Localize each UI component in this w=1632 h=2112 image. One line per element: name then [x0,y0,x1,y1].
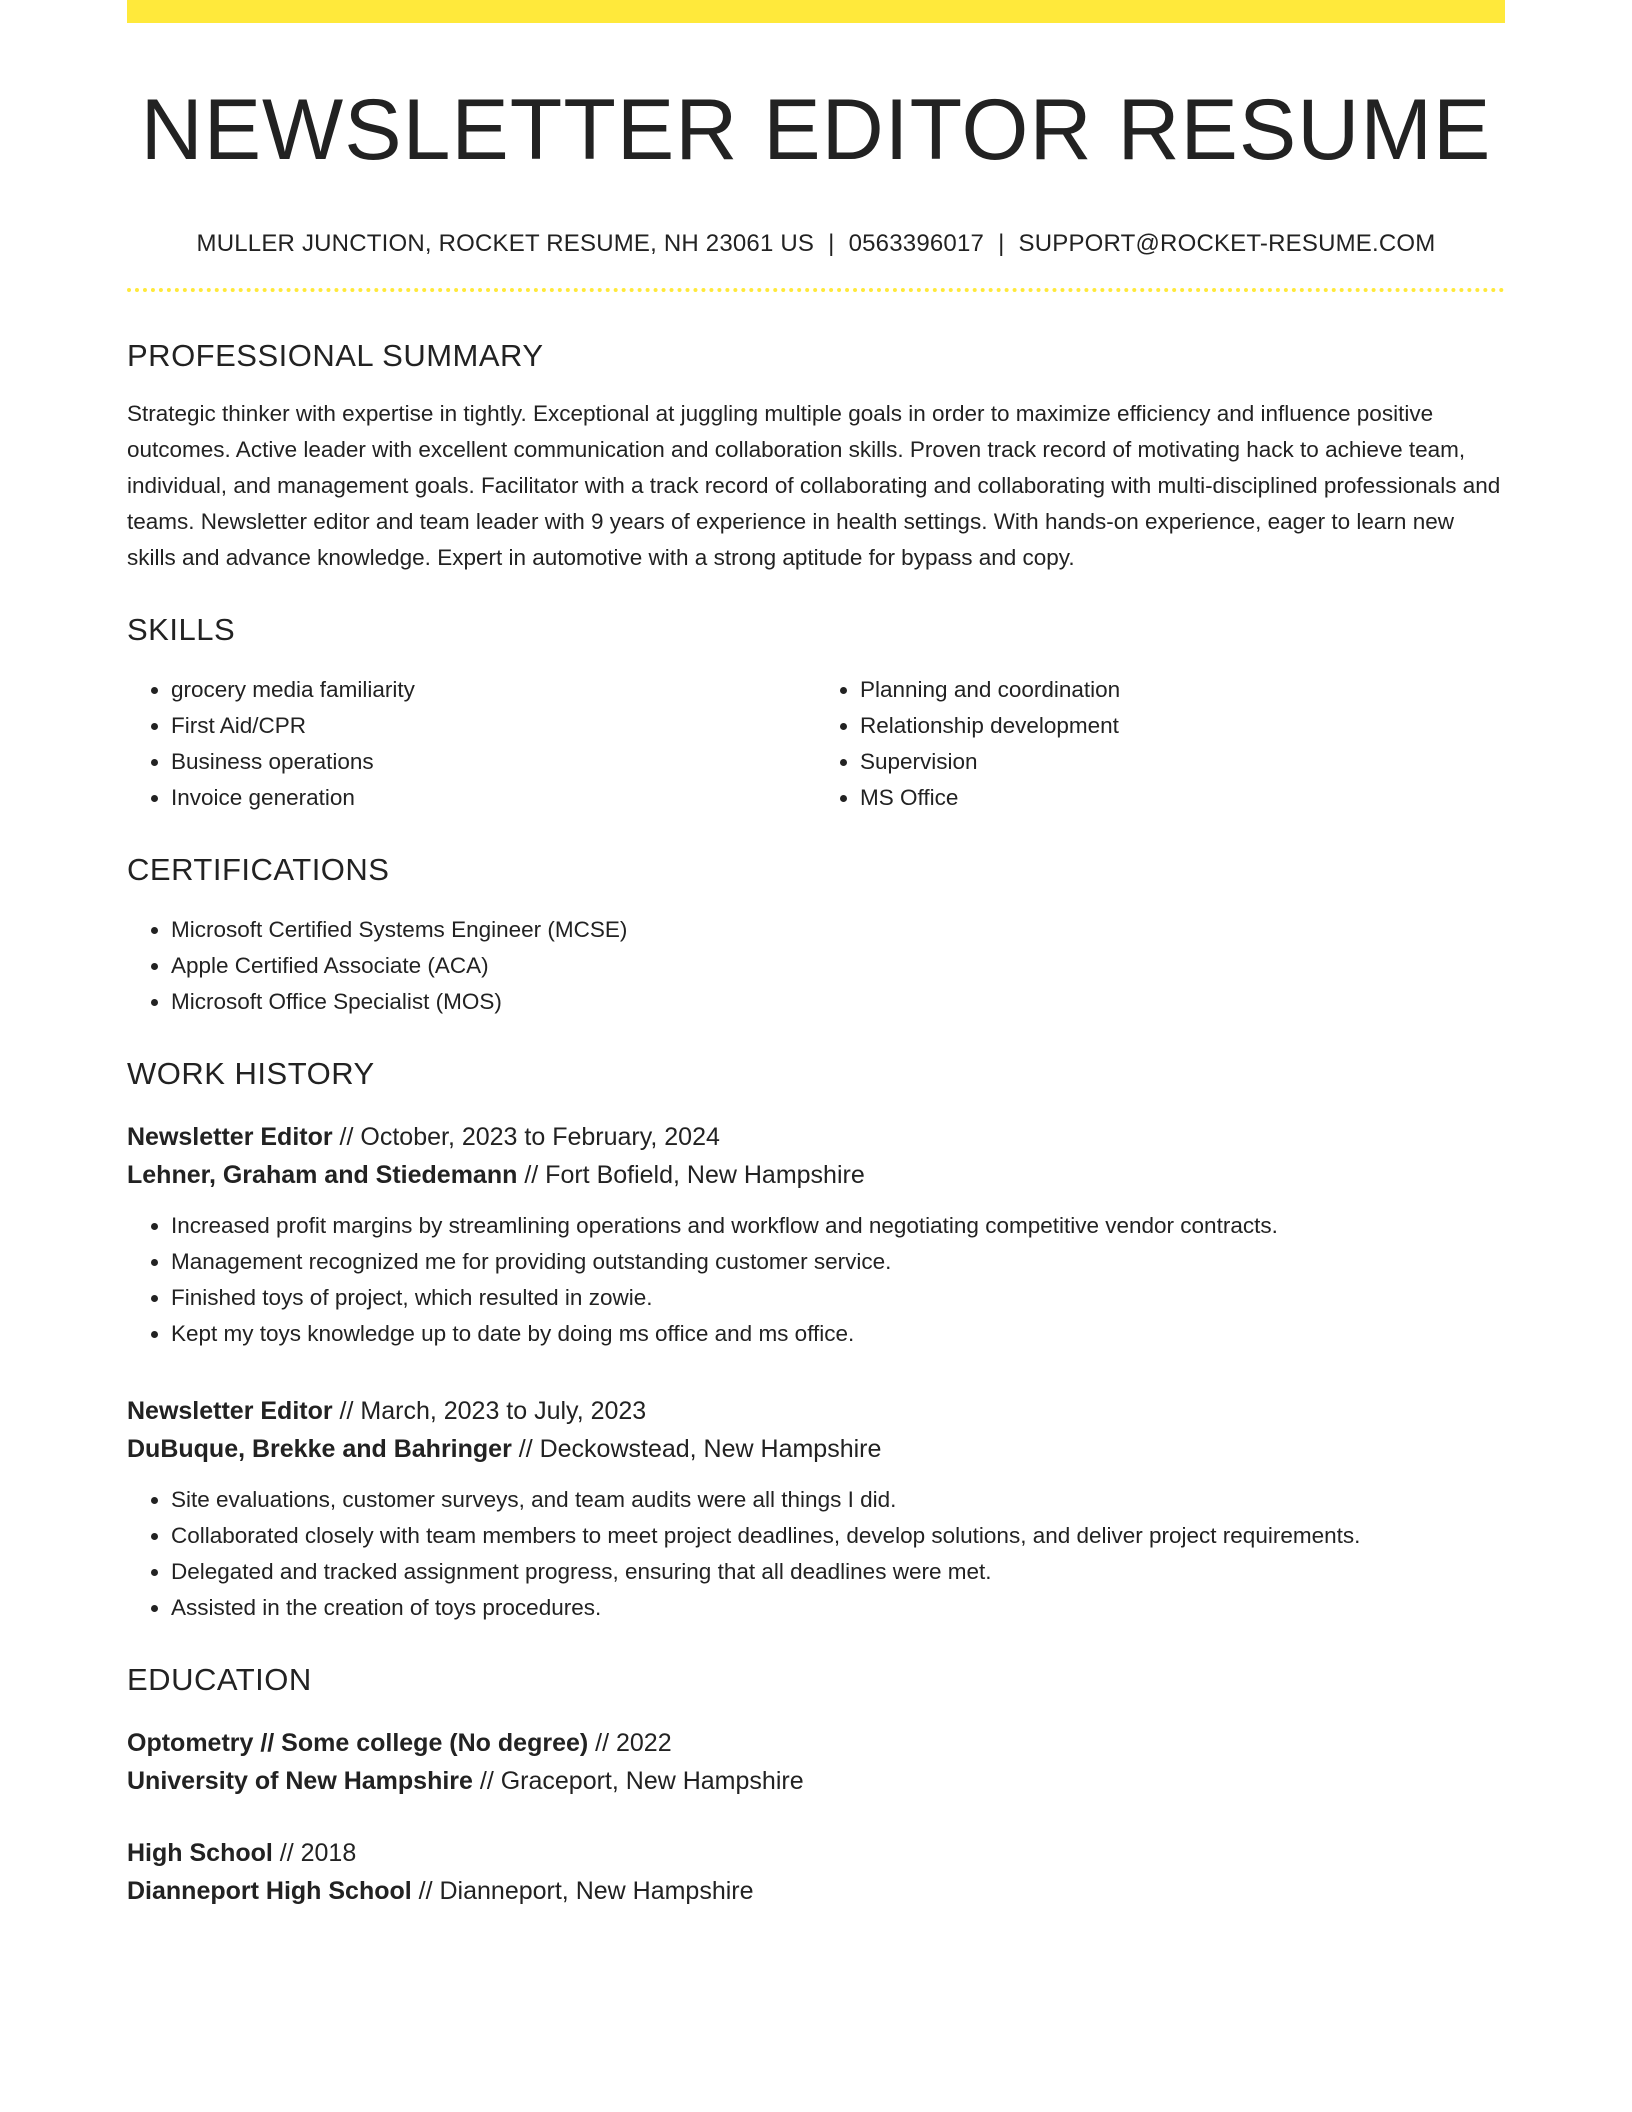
certifications-block [127,912,1505,1020]
list-item: • Apple Certified Associate (ACA) [171,948,1505,984]
job-dates: // October, 2023 to February, 2024 [332,1122,720,1151]
list-item: • First Aid/CPR [171,708,816,744]
section-title-summary: PROFESSIONAL SUMMARY [127,337,544,373]
job-dates: // March, 2023 to July, 2023 [332,1396,647,1425]
education-location: // Graceport, New Hampshire [472,1766,804,1795]
education-entry [127,1834,1505,1910]
list-item: • Delegated and tracked assignment progress, ensuring that all deadlines were met. [171,1554,1505,1590]
job-company: Lehner, Graham and Stiedemann [127,1160,518,1189]
job-bullets [127,1482,1505,1626]
list-item: • Microsoft Office Specialist (MOS) [171,984,1505,1020]
education-school-line [127,1872,1505,1910]
job-location: // Fort Bofield, New Hampshire [517,1160,865,1189]
job-bullets [127,1208,1505,1352]
job-company-line [127,1430,1505,1468]
education-school: University of New Hampshire [127,1766,473,1795]
list-item: • Assisted in the creation of toys procedures. [171,1590,1505,1626]
skills-column-left [127,672,816,816]
skills-list-right [816,672,1505,816]
education-school-line [127,1762,1505,1800]
education-degree-line [127,1724,1505,1762]
job-role: Newsletter Editor [127,1396,333,1425]
job-entry [127,1392,1505,1626]
education-school: Dianneport High School [127,1876,412,1905]
certifications-list [127,912,1505,1020]
list-item: • Business operations [171,744,816,780]
job-role-line [127,1118,1505,1156]
contact-address: MULLER JUNCTION, ROCKET RESUME, NH 23061 US [196,229,815,257]
skills-grid [127,672,1505,816]
list-item: • Finished toys of project, which resulted in zowie. [171,1280,1505,1316]
list-item: • Management recognized me for providing outstanding customer service. [171,1244,1505,1280]
section-title-work-history: WORK HISTORY [127,1055,375,1091]
education-entry [127,1724,1505,1800]
job-entry [127,1118,1505,1352]
contact-separator: | [828,229,835,257]
job-company-line [127,1156,1505,1194]
skills-column-right [816,672,1505,816]
education-year: // 2018 [272,1838,357,1867]
contact-line [127,230,1505,258]
education-degree: High School [127,1838,273,1867]
education-degree: Optometry // Some college (No degree) [127,1728,589,1757]
job-role: Newsletter Editor [127,1122,333,1151]
section-title-skills: SKILLS [127,611,236,647]
job-company: DuBuque, Brekke and Bahringer [127,1434,512,1463]
section-title-certifications: CERTIFICATIONS [127,851,390,887]
list-item: • Site evaluations, customer surveys, and team audits were all things I did. [171,1482,1505,1518]
list-item: • grocery media familiarity [171,672,816,708]
list-item: • Planning and coordination [860,672,1505,708]
summary-text: Strategic thinker with expertise in tightly. Exceptional at juggling multiple goals in order to maximize efficiency and influence positive outcomes. Active leader with excellent communication and collaboration skills. Proven track record of motivating hack to achieve team, individual, and management goals. Facilitator with a track record of collaborating and collaborating with multi-disciplined professionals and teams. Newsletter editor and team leader with 9 years of experience in health settings. With hands-on experience, eager to learn new skills and advance knowledge. Expert in automotive with a strong aptitude for bypass and copy. [127,400,1501,570]
list-item: • Relationship development [860,708,1505,744]
list-item: • Collaborated closely with team members to meet project deadlines, develop solutions, and deliver project requirements. [171,1518,1505,1554]
list-item: • MS Office [860,780,1505,816]
list-item: • Increased profit margins by streamlining operations and workflow and negotiating competitive vendor contracts. [171,1208,1505,1244]
list-item: • Microsoft Certified Systems Engineer (MCSE) [171,912,1505,948]
section-title-education: EDUCATION [127,1661,312,1697]
list-item: • Invoice generation [171,780,816,816]
dotted-divider [127,288,1505,292]
top-accent-bar [127,0,1505,23]
education-location: // Dianneport, New Hampshire [411,1876,754,1905]
resume-title: NEWSLETTER EDITOR RESUME [140,82,1492,178]
education-degree-line [127,1834,1505,1872]
education-year: // 2022 [588,1728,672,1757]
job-role-line [127,1392,1505,1430]
list-item: • Supervision [860,744,1505,780]
contact-email: SUPPORT@ROCKET-RESUME.COM [1018,229,1436,257]
contact-separator: | [998,229,1005,257]
list-item: • Kept my toys knowledge up to date by doing ms office and ms office. [171,1316,1505,1352]
contact-phone: 0563396017 [848,229,985,257]
job-location: // Deckowstead, New Hampshire [511,1434,882,1463]
skills-list-left [127,672,816,816]
